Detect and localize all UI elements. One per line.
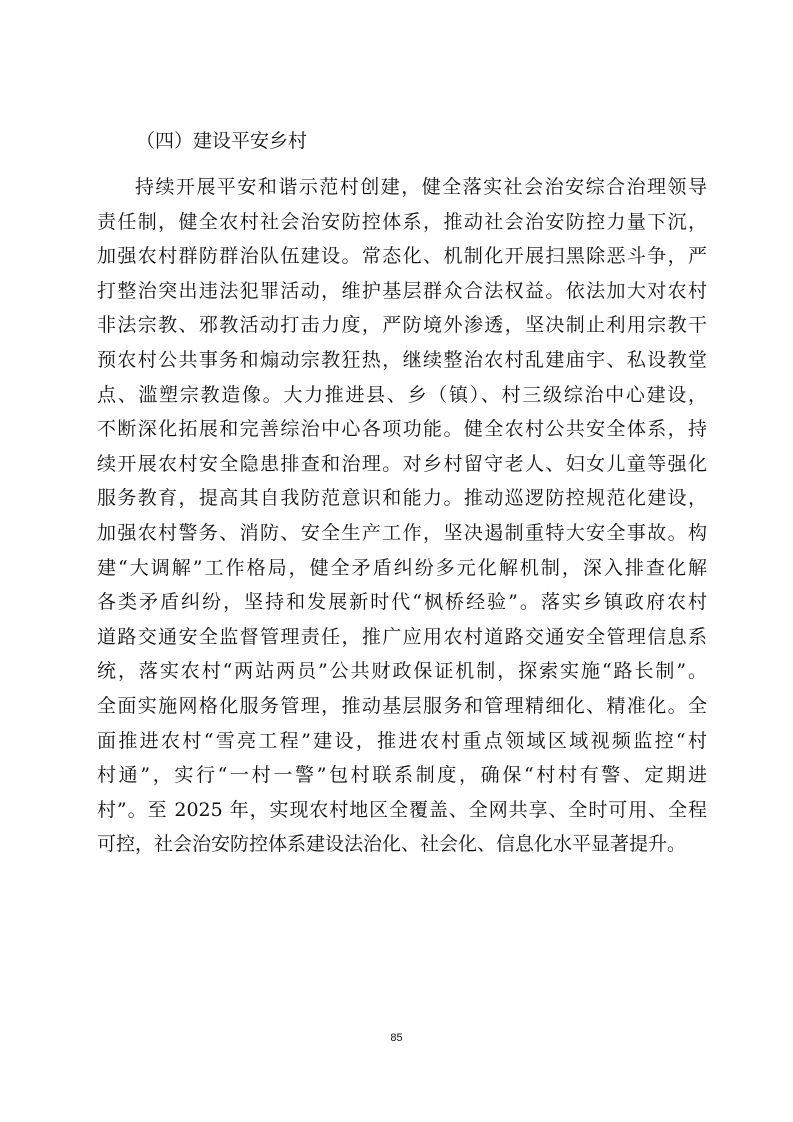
paragraph-line: 责任制，健全农村社会治安防控体系，推动社会治安防控力量下沉， bbox=[97, 210, 707, 233]
paragraph-line: 服务教育，提高其自我防范意识和能力。推动巡逻防控规范化建设， bbox=[97, 487, 707, 510]
paragraph-line: 续开展农村安全隐患排查和治理。对乡村留守老人、妇女儿童等强化 bbox=[97, 452, 707, 475]
paragraph-line: 建“大调解”工作格局，健全矛盾纠纷多元化解机制，深入排查化解 bbox=[97, 556, 707, 579]
paragraph-line: 持续开展平安和谐示范村创建，健全落实社会治安综合治理领导 bbox=[135, 176, 707, 198]
paragraph-line: 各类矛盾纠纷，坚持和发展新时代“枫桥经验”。落实乡镇政府农村 bbox=[97, 591, 707, 614]
paragraph-line: 点、滥塑宗教造像。大力推进县、乡（镇）、村三级综治中心建设， bbox=[97, 383, 707, 406]
section-heading: （四）建设平安乡村 bbox=[136, 130, 308, 152]
paragraph-line: 可控，社会治安防控体系建设法治化、社会化、信息化水平显著提升。 bbox=[97, 833, 687, 856]
paragraph-line: 不断深化拓展和完善综治中心各项功能。健全农村公共安全体系，持 bbox=[97, 418, 707, 441]
paragraph-line: 面推进农村“雪亮工程”建设，推进农村重点领域区域视频监控“村 bbox=[97, 729, 707, 752]
paragraph-line: 预农村公共事务和煽动宗教狂热，继续整治农村乱建庙宇、私设教堂 bbox=[97, 348, 707, 371]
page-number: 85 bbox=[390, 1032, 403, 1044]
body-paragraph bbox=[97, 170, 707, 862]
paragraph-line: 全面实施网格化服务管理，推动基层服务和管理精细化、精准化。全 bbox=[97, 694, 707, 717]
paragraph-line: 加强农村群防群治队伍建设。常态化、机制化开展扫黑除恶斗争，严 bbox=[97, 245, 707, 268]
paragraph-line: 统，落实农村“两站两员”公共财政保证机制，探索实施“路长制”。 bbox=[97, 660, 707, 683]
paragraph-line: 村通”，实行“一村一警”包村联系制度，确保“村村有警、定期进 bbox=[97, 764, 707, 787]
paragraph-line: 村”。至 2025 年，实现农村地区全覆盖、全网共享、全时可用、全程 bbox=[97, 798, 707, 821]
paragraph-line: 非法宗教、邪教活动打击力度，严防境外渗透，坚决制止利用宗教干 bbox=[97, 314, 707, 337]
paragraph-line: 加强农村警务、消防、安全生产工作，坚决遏制重特大安全事故。构 bbox=[97, 521, 707, 544]
paragraph-line: 道路交通安全监督管理责任，推广应用农村道路交通安全管理信息系 bbox=[97, 625, 707, 648]
paragraph-line: 打整治突出违法犯罪活动，维护基层群众合法权益。依法加大对农村 bbox=[97, 279, 707, 302]
